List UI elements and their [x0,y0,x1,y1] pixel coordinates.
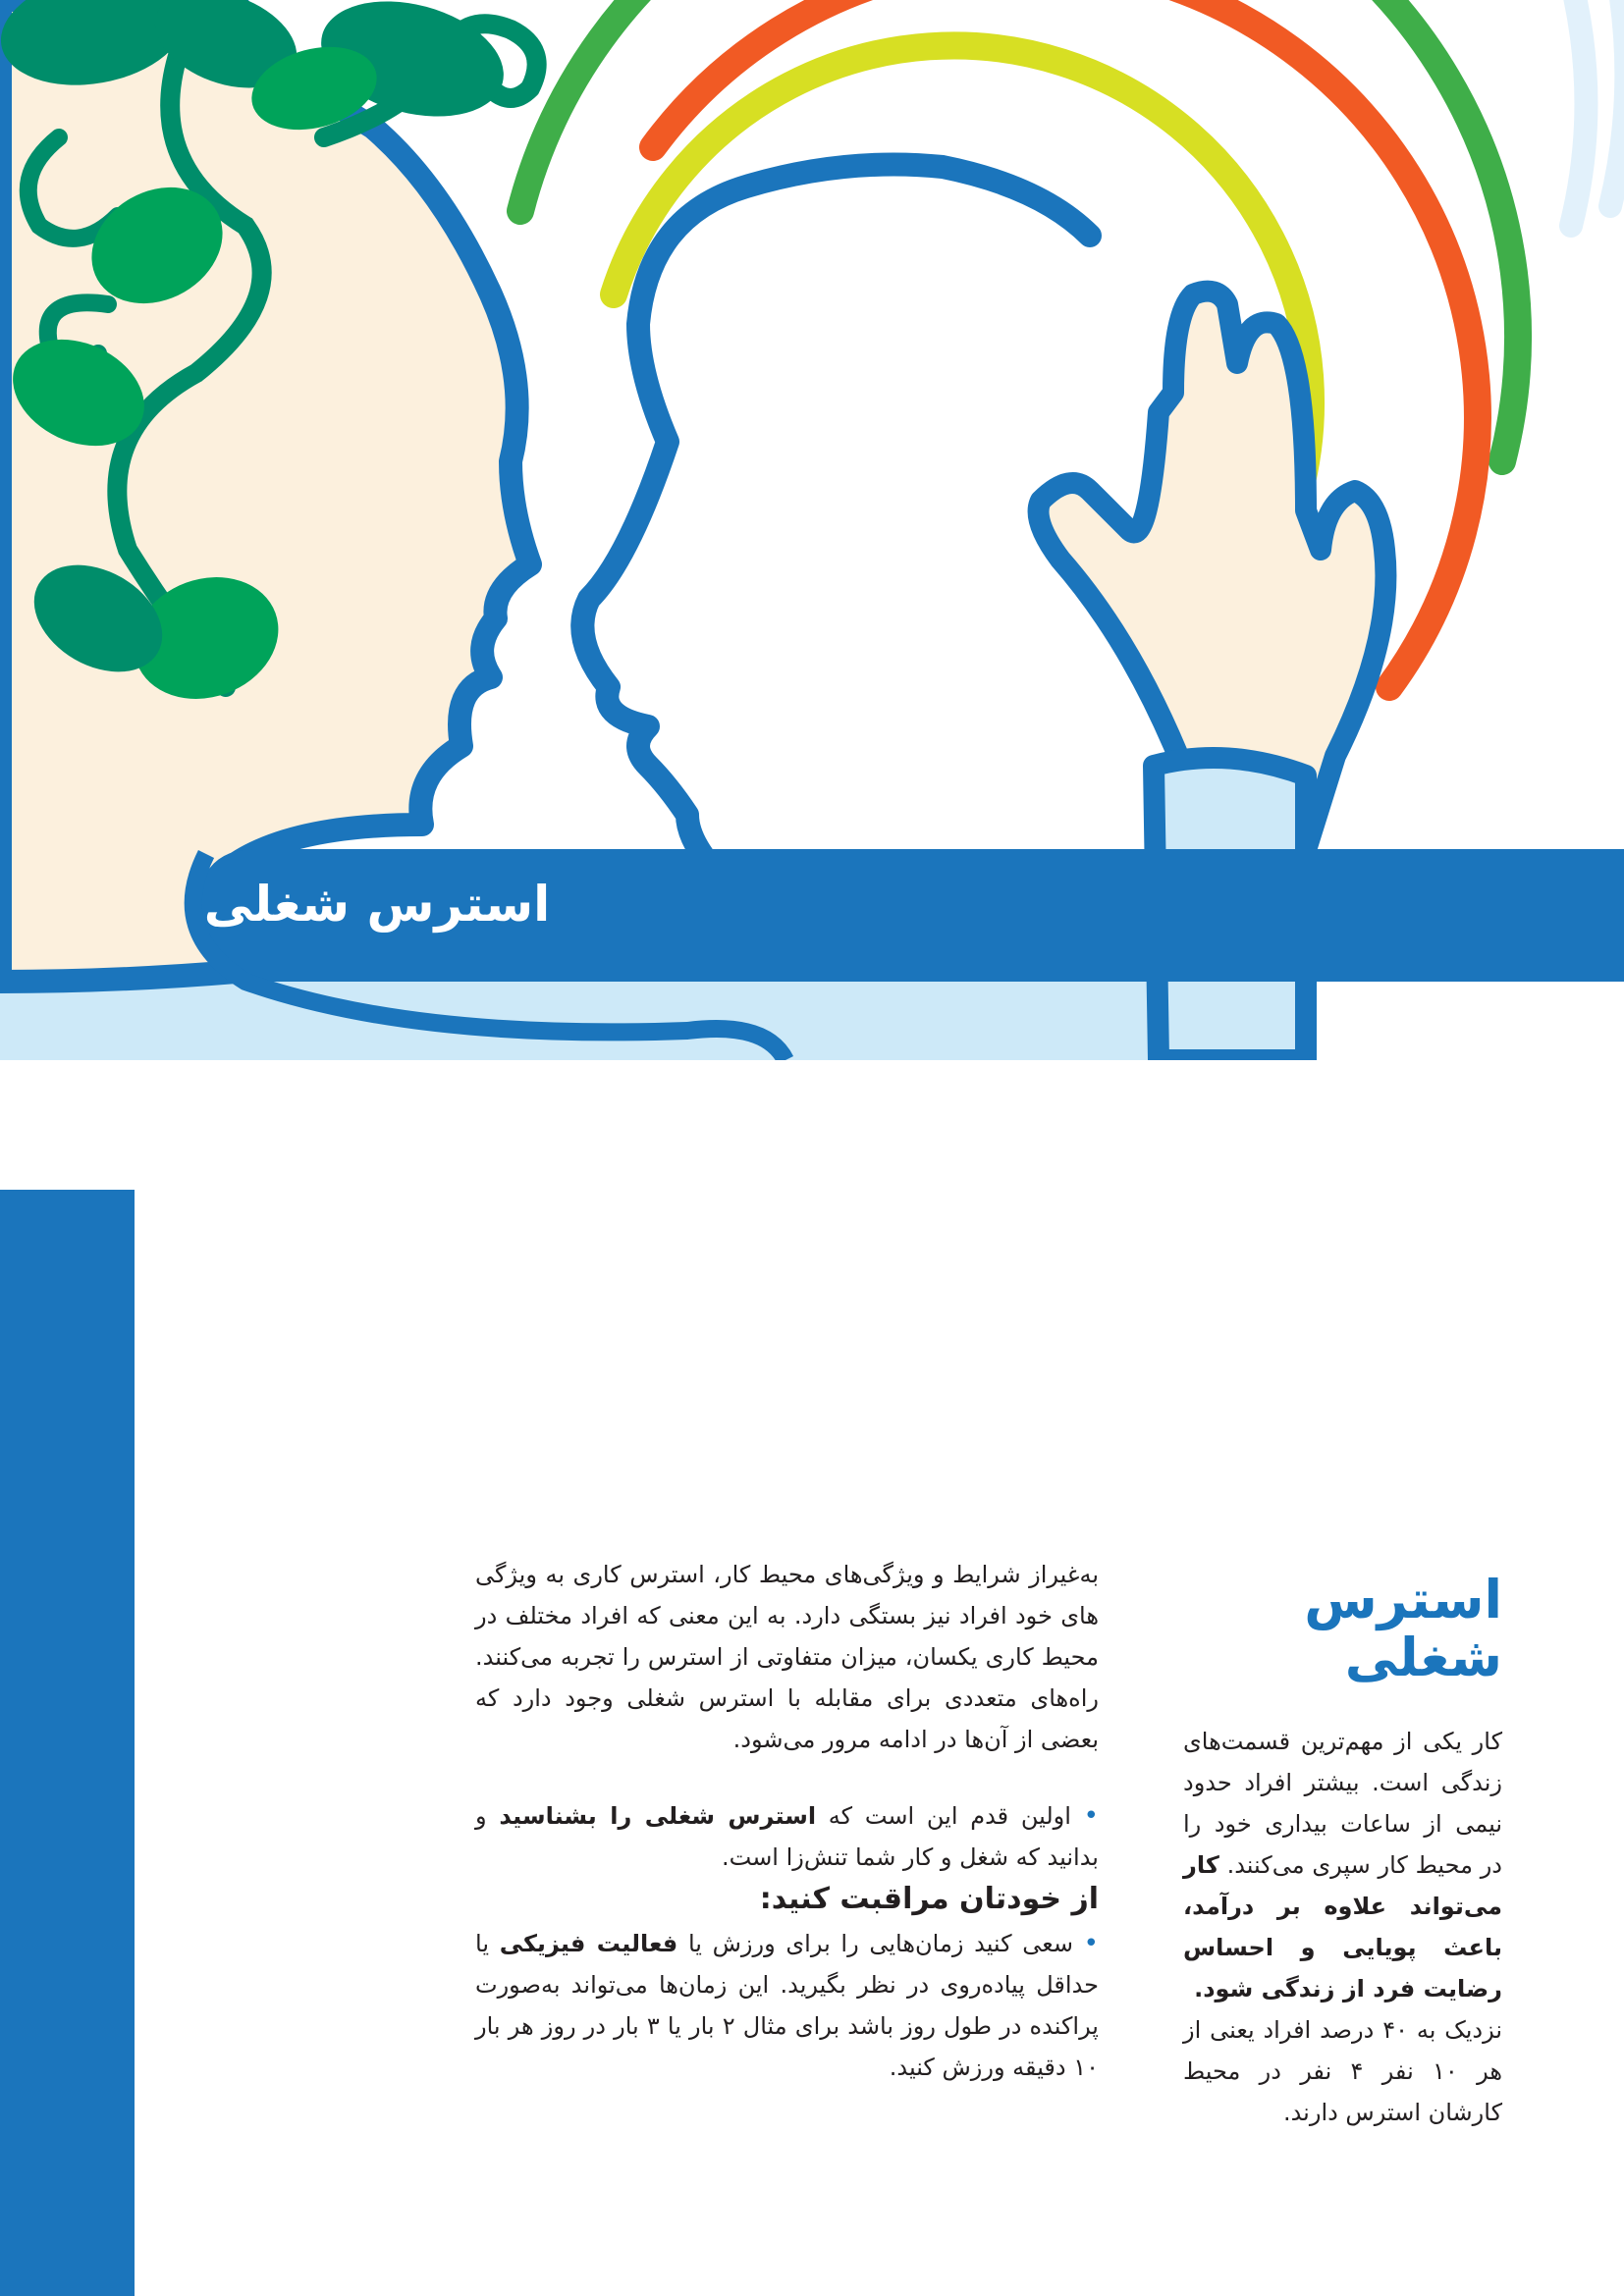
bullet-1-text-start: اولین قدم این است که [816,1802,1071,1830]
left-face [0,0,530,982]
right-column [1183,1571,1502,2133]
bullet-1-bold: استرس شغلی را بشناسید [499,1802,817,1830]
right-paragraph-1-bold: کار می‌تواند علاوه بر درآمد، باعث پویایی و احساس رضایت فرد از زندگی شود. [1183,1850,1502,2002]
bullet-1-text-end: و بدانید که شغل و کار شما تنش‌زا است. [475,1802,1099,1871]
bullet-item-2 [475,1923,1099,2088]
right-paragraph-1 [1183,1721,1502,2009]
bullet-icon: • [1083,1801,1099,1831]
self-care-heading: از خودتان مراقبت کنید: [759,1882,1099,1916]
section-title: استرس شغلی [1304,1569,1502,1689]
bullet-icon: • [1083,1929,1100,1958]
main-column [475,1554,1099,2088]
hero-illustration [0,0,1624,1060]
right-face [582,165,1090,884]
bullet-2-text-start: سعی کنید زمان‌هایی را برای ورزش یا [677,1930,1073,1957]
left-accent-bar [0,1190,135,2296]
hero-title: استرس شغلی [203,876,551,933]
bullet-2-bold: فعالیت فیزیکی [499,1930,678,1957]
bullet-2-text-end: یا حداقل پیاده‌روی در نظر بگیرید. این زمان‌ها می‌تواند به‌صورت پراکنده در طول روز باشد برای مثال ۲ بار یا ۳ بار در روز هر بار ۱۰ دقیقه ورزش کنید. [475,1930,1099,2081]
bullet-item-1 [475,1795,1099,1878]
right-paragraph-2: نزدیک به ۴۰ درصد افراد یعنی از هر ۱۰ نفر ۴ نفر در محیط کارشان استرس دارند. [1183,2015,1502,2126]
right-paragraph-1-text: کار یکی از مهم‌ترین قسمت‌های زندگی است. بیشتر افراد حدود نیمی از ساعات بیداری خود را در محیط کار سپری می‌کنند. [1183,1727,1502,1879]
intro-paragraph: به‌غیراز شرایط و ویژگی‌های محیط کار، استرس کاری به ویژگی های خود افراد نیز بستگی دارد. به این معنی که افراد مختلف در محیط کاری یکسان، میزان متفاوتی از استرس را تجربه می‌کنند. راه‌های متعددی برای مقابله با استرس شغلی وجود دارد که بعضی از آن‌ها در ادامه مرور می‌شود. [475,1561,1099,1753]
